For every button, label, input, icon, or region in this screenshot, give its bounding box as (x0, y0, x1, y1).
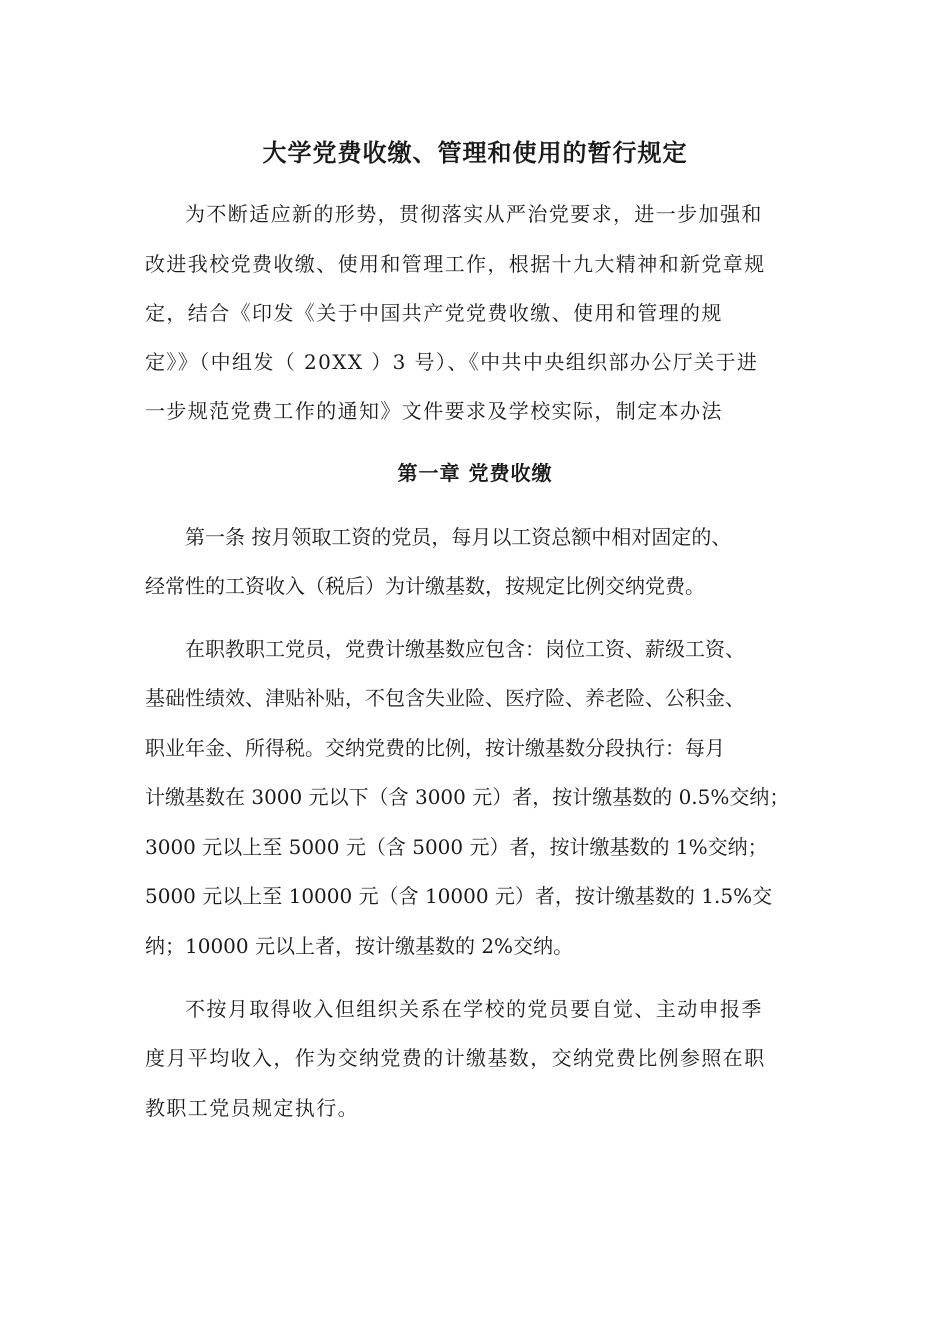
intro-line-3: 定，结合《印发《关于中国共产党党费收缴、使用和管理的规 (145, 301, 723, 325)
staff-line-5: 3000 元以上至 5000 元（含 5000 元）者，按计缴基数的 1%交纳； (145, 835, 768, 859)
staff-line-4: 计缴基数在 3000 元以下（含 3000 元）者，按计缴基数的 0.5%交纳； (145, 785, 790, 809)
intro-line-4: 定》》（中组发（ 20XX ）3 号）、《中共中央组织部办公厅关于进 (145, 350, 759, 374)
staff-line-3: 职业年金、所得税。交纳党费的比例，按计缴基数分段执行：每月 (145, 736, 725, 760)
staff-line-1: 在职教职工党员，党费计缴基数应包含：岗位工资、薪级工资、 (185, 637, 745, 661)
intro-line-5: 一步规范党费工作的通知》文件要求及学校实际，制定本办法 (145, 399, 723, 423)
nonmonthly-line-3: 教职工党员规定执行。 (145, 1096, 359, 1120)
article-1-line-2: 经常性的工资收入（税后）为计缴基数，按规定比例交纳党费。 (145, 574, 705, 598)
intro-line-2: 改进我校党费收缴、使用和管理工作，根据十九大精神和新党章规 (145, 252, 766, 276)
intro-line-1: 为不断适应新的形势，贯彻落实从严治党要求，进一步加强和 (185, 202, 763, 226)
staff-line-7: 纳；10000 元以上者，按计缴基数的 2%交纳。 (145, 934, 574, 958)
chapter-1-heading: 第一章 党费收缴 (397, 461, 553, 485)
article-1-line-1: 第一条 按月领取工资的党员，每月以工资总额中相对固定的、 (185, 525, 732, 549)
staff-line-6: 5000 元以上至 10000 元（含 10000 元）者，按计缴基数的 1.5%交 (145, 884, 773, 908)
document-title: 大学党费收缴、管理和使用的暂行规定 (262, 138, 688, 167)
nonmonthly-line-1: 不按月取得收入但组织关系在学校的党员要自觉、主动申报季 (185, 997, 763, 1021)
staff-line-2: 基础性绩效、津贴补贴，不包含失业险、医疗险、养老险、公积金、 (145, 686, 745, 710)
nonmonthly-line-2: 度月平均收入，作为交纳党费的计缴基数，交纳党费比例参照在职 (145, 1046, 766, 1070)
